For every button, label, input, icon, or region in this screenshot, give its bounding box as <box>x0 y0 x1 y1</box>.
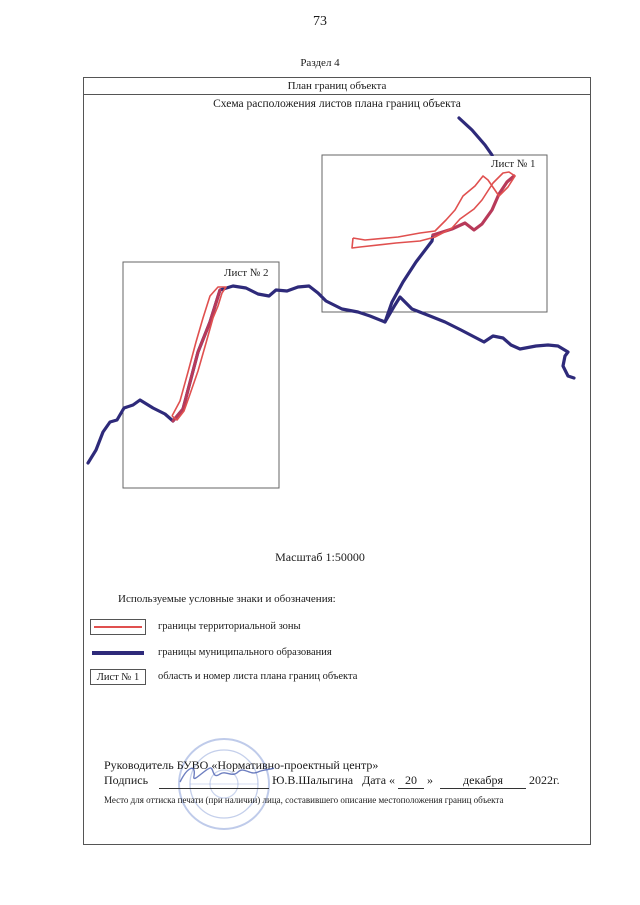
signature-row <box>104 773 560 789</box>
frame-title: План границ объекта <box>84 78 590 95</box>
page-number: 73 <box>313 14 327 29</box>
sheet-2-label: Лист № 2 <box>224 267 269 279</box>
scale-label: Масштаб 1:50000 <box>275 550 365 564</box>
municipal-boundary-line <box>88 286 574 463</box>
handwritten-signature-icon <box>176 760 276 788</box>
signer-name: Ю.В.Шалыгина <box>272 773 354 787</box>
date-mid: » <box>427 773 434 787</box>
legend-title: Используемые условные знаки и обозначения: <box>118 593 336 605</box>
legend-text: область и номер листа плана границ объекта <box>158 671 358 682</box>
date-month: декабря <box>440 773 526 789</box>
date-label: Дата « <box>362 773 396 787</box>
legend-swatch-red <box>90 619 146 635</box>
date-day: 20 <box>398 773 424 789</box>
date-year: 2022г. <box>529 773 560 787</box>
stamp-note: Место для оттиска печати (при наличии) лица, составившего описание местоположения границ объекта <box>104 795 504 805</box>
scheme-title: Схема расположения листов плана границ объекта <box>213 98 461 110</box>
organization-line: Руководитель БУВО «Нормативно-проектный центр» <box>104 758 379 772</box>
highlighted-boundary-segment-1 <box>433 176 514 235</box>
legend-swatch-blue <box>90 645 146 661</box>
signature-label: Подпись <box>104 773 149 787</box>
legend-text: границы территориальной зоны <box>158 621 301 632</box>
legend-text: границы муниципального образования <box>158 647 332 658</box>
legend-sheet-box: Лист № 1 <box>90 669 146 685</box>
sheet-2-frame <box>123 262 279 488</box>
sheet-1-label: Лист № 1 <box>491 158 536 170</box>
section-title: Раздел 4 <box>300 57 340 69</box>
